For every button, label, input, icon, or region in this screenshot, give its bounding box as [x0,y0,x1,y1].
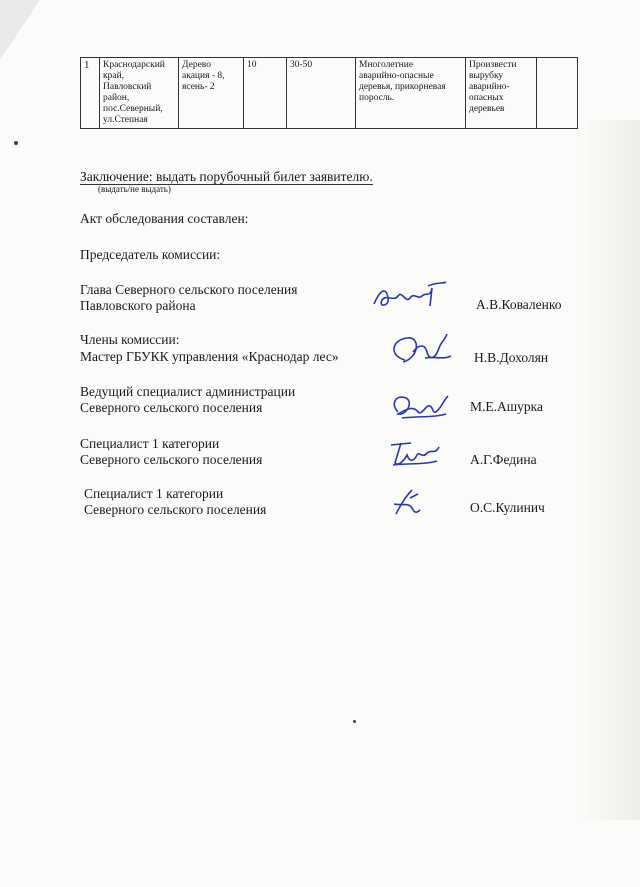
text-line: ул.Степная [103,115,148,125]
chairman-name: А.В.Коваленко [476,297,562,312]
text-line: Многолетние [359,60,414,70]
chairman-label: Председатель комиссии: [80,247,221,262]
signature-ashurka [388,388,452,422]
cell-trees [179,58,244,129]
member3-name: А.Г.Федина [470,452,537,467]
text-line: район, [103,93,130,103]
position-line: Глава Северного сельского поселения [80,282,298,297]
signature-kovalenko [370,280,450,314]
member4-position [84,486,266,518]
members-label: Члены комиссии: [80,332,180,347]
signature-fedina [385,437,445,471]
cell-action [466,58,537,129]
text-line: Дерево [182,60,211,70]
member3-position [80,436,262,468]
position-line: Северного сельского поселения [80,452,263,467]
scan-speck [353,720,356,723]
cell-count: 10 [244,58,287,129]
position-line: Специалист 1 категории [84,486,224,501]
position-line: Павловского района [80,298,196,313]
text-line: край, [103,71,125,81]
member1-name: Н.В.Дохолян [474,350,549,365]
text-line: Произвести [469,60,517,70]
member2-name: М.Е.Ашурка [470,399,543,414]
cell-number: 1 [81,58,100,129]
chairman-position [80,282,297,314]
signature-doholyan [385,330,455,370]
conclusion [80,169,373,185]
signature-kulinich [388,486,428,520]
text-line: Краснодарский [103,60,165,70]
text-line: пос.Северный, [103,104,163,114]
trees-table [80,57,578,129]
table-row [81,58,578,129]
text-line: акация - 8, [182,71,225,81]
text-line: поросль. [359,93,395,103]
cell-extra [537,58,578,129]
cell-address [100,58,179,129]
scan-corner-shadow [0,0,40,60]
text-line: ясень- 2 [182,82,215,92]
text-line: Павловский [103,82,152,92]
text-line: вырубку [469,71,504,81]
act-compiled-label: Акт обследования составлен: [80,211,249,226]
position-line: Северного сельского поселения [84,502,267,517]
conclusion-text: Заключение: выдать порубочный билет заявителю. [80,169,373,184]
text-line: аварийно- [469,82,510,92]
text-line: деревьев [469,104,505,114]
scan-speck [14,141,18,145]
scan-edge-shadow [580,120,640,820]
member1-position: Мастер ГБУКК управления «Краснодар лес» [80,349,339,364]
position-line: Северного сельского поселения [80,400,263,415]
text-line: деревья, прикорневая [359,82,446,92]
member4-name: О.С.Кулинич [470,500,545,515]
position-line: Ведущий специалист администрации [80,384,296,399]
conclusion-hint: (выдать/не выдать) [98,184,171,194]
cell-size: 30-50 [287,58,356,129]
position-line: Специалист 1 категории [80,436,220,451]
cell-condition [356,58,466,129]
text-line: опасных [469,93,504,103]
member2-position [80,384,295,416]
text-line: аварийно-опасные [359,71,434,81]
